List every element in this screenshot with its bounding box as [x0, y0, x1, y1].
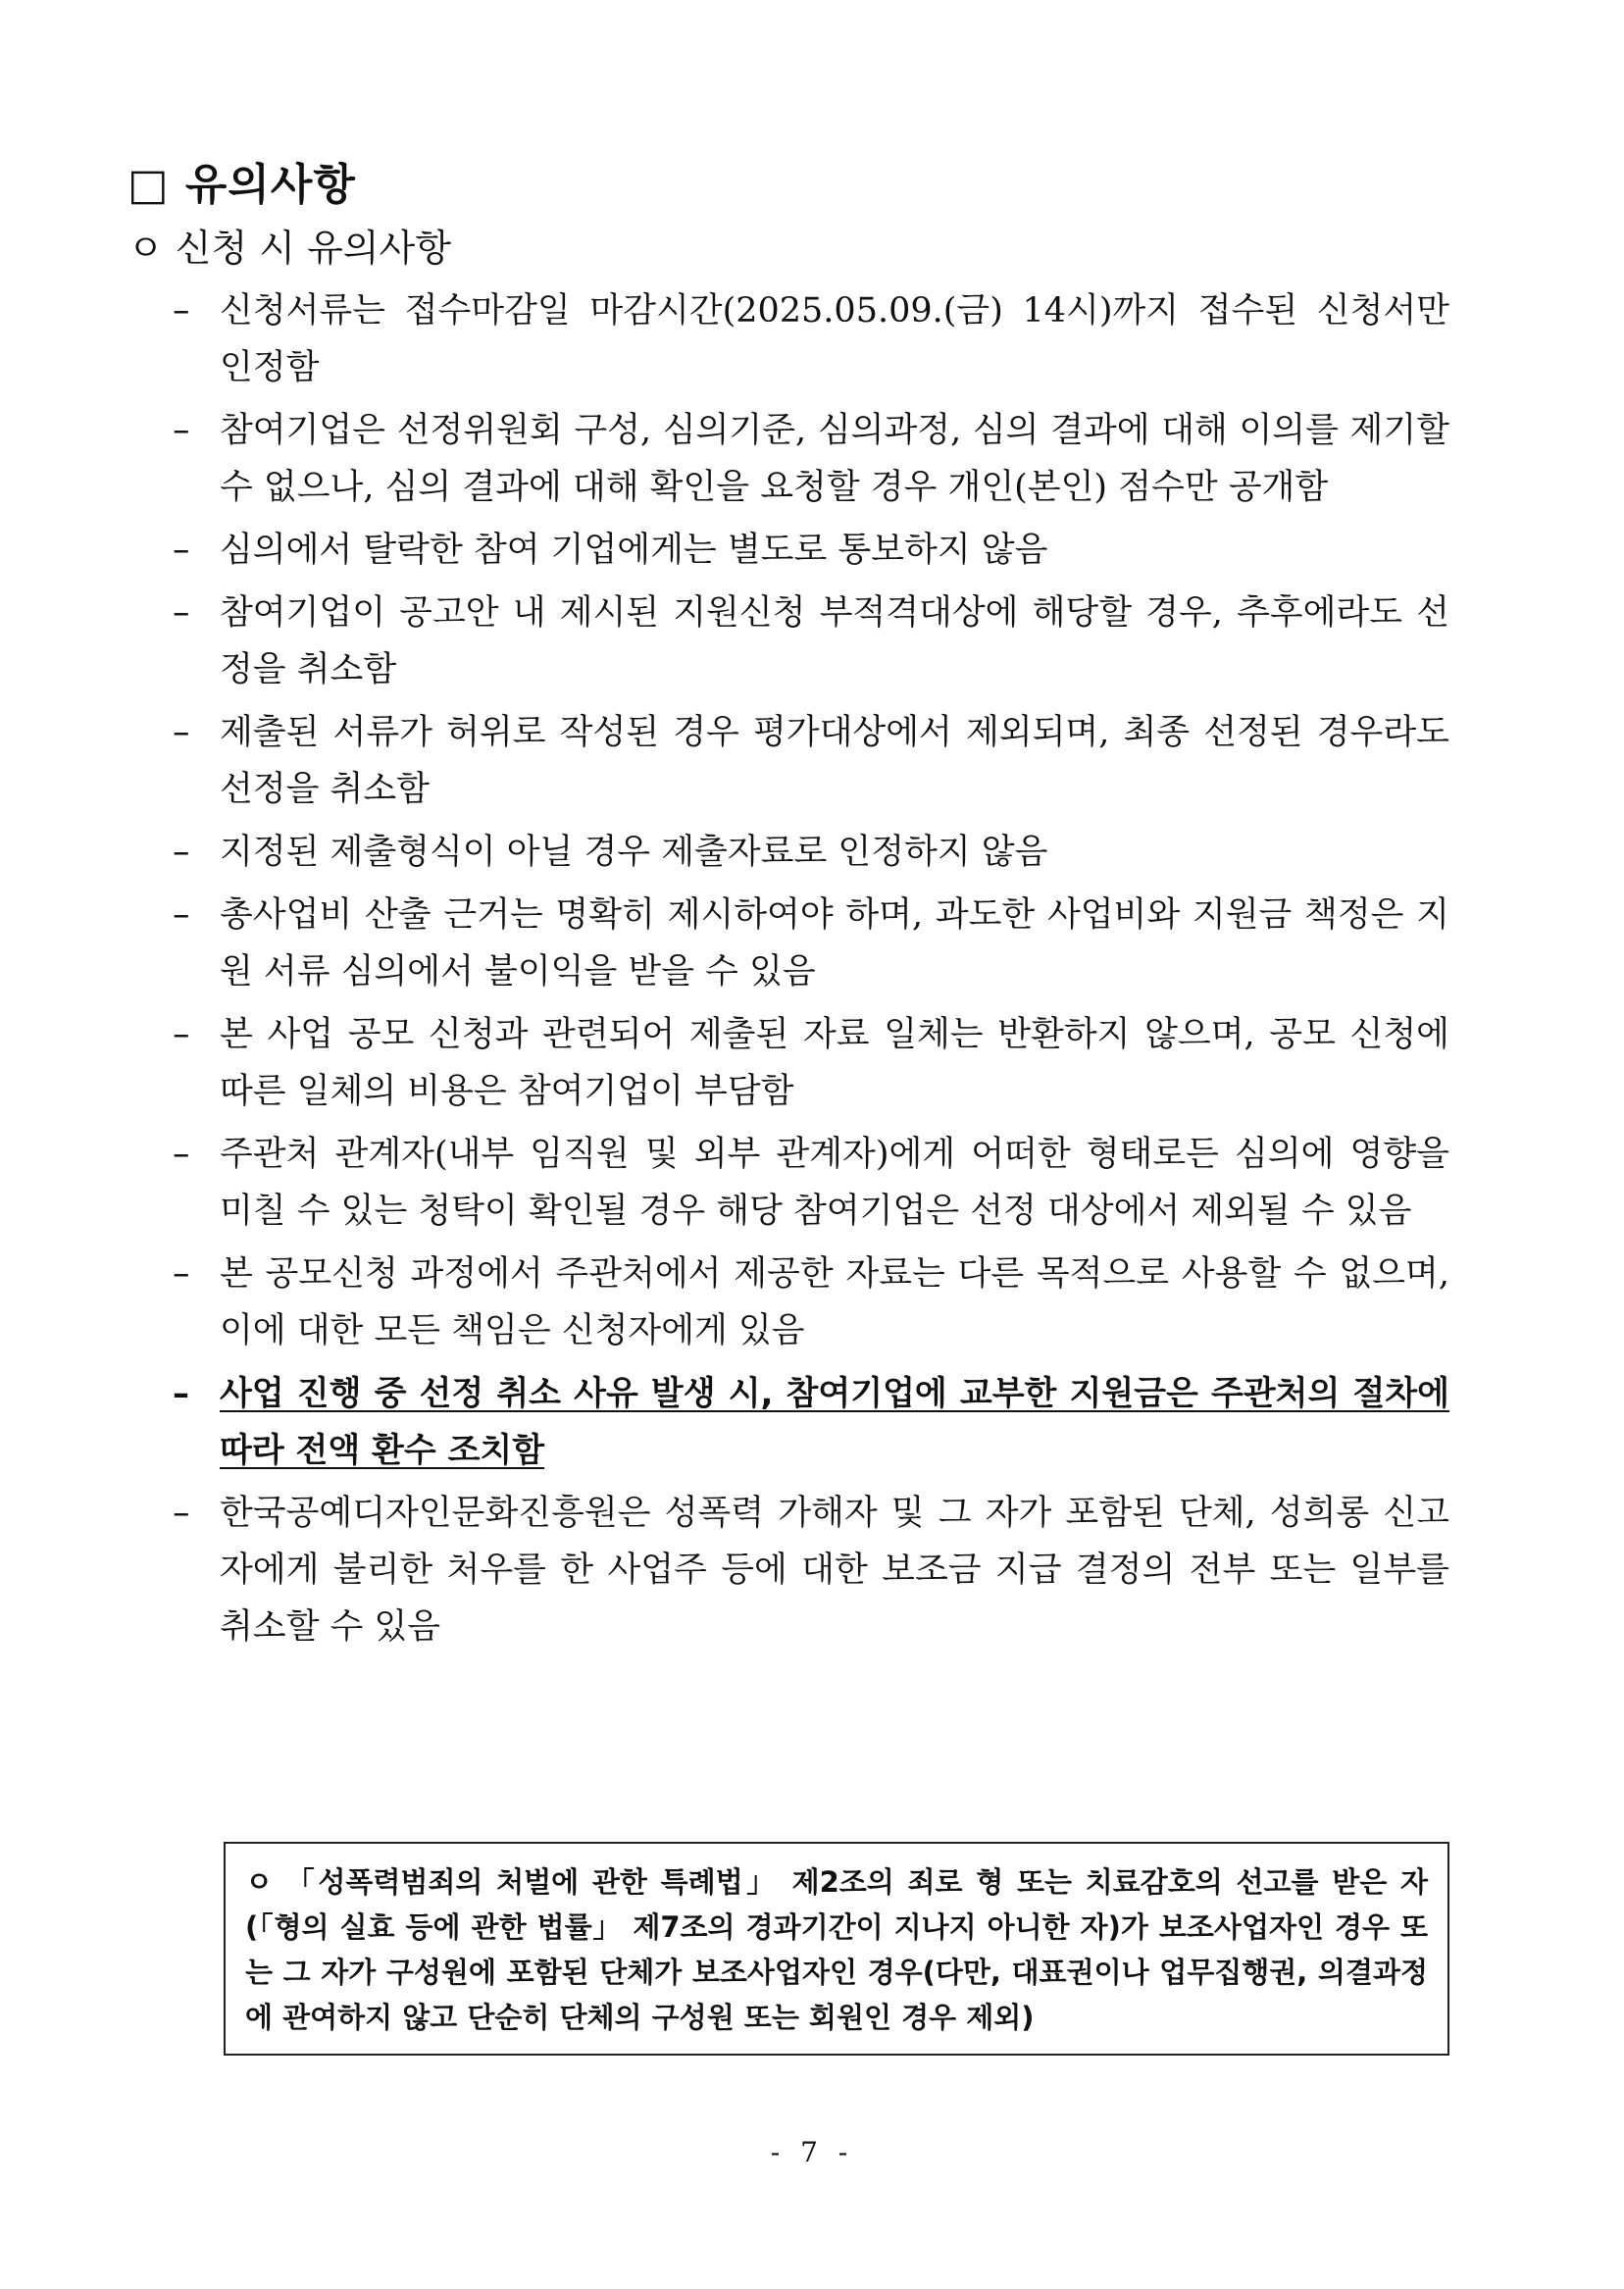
list-item-text: 한국공예디자인문화진흥원은 성폭력 가해자 및 그 자가 포함된 단체, 성희롱 신고자에게 불리한 처우를 한 사업주 등에 대한 보조금 지급 결정의 전부 또는 일부를 취소할 수 있음 — [220, 1494, 1449, 1647]
dash-bullet: – — [173, 1374, 189, 1413]
dash-bullet: – — [173, 531, 190, 570]
list-item-text: 제출된 서류가 허위로 작성된 경우 평가대상에서 제외되며, 최종 선정된 경우라도 선정을 취소함 — [220, 713, 1449, 809]
dash-bullet: – — [173, 833, 190, 872]
list-item — [173, 1006, 1449, 1120]
dash-bullet: – — [173, 593, 190, 633]
dash-bullet: – — [173, 411, 190, 450]
emphasized-item-text: 사업 진행 중 선정 취소 사유 발생 시, 참여기업에 교부한 지원금은 주관처의 절차에 따라 전액 환수 조치함 — [220, 1374, 1449, 1470]
notice-list — [173, 282, 1449, 1661]
dash-bullet: – — [173, 1494, 190, 1533]
list-item-text: 참여기업이 공고안 내 제시된 지원신청 부적격대상에 해당할 경우, 추후에라도 선정을 취소함 — [220, 593, 1449, 689]
emphasized-list-item — [173, 1365, 1449, 1479]
list-item-text: 심의에서 탈락한 참여 기업에게는 별도로 통보하지 않음 — [220, 531, 1048, 570]
list-item — [173, 402, 1449, 516]
list-item — [173, 1126, 1449, 1240]
legal-notice-box: ㅇ 「성폭력범죄의 처벌에 관한 특례법」 제2조의 죄로 형 또는 치료감호의 선고를 받은 자(「형의 실효 등에 관한 법률」 제7조의 경과기간이 지나지 아니한 자)가 보조사업자인 경우 또는 그 자가 구성원에 포함된 단체가 보조사업자인 경우(다만, 대표권이나 업무집행권, 의결과정에 관여하지 않고 단순히 단체의 구성원 또는 회원인 경우 제외) — [224, 1842, 1449, 2056]
list-item-text: 총사업비 산출 근거는 명확히 제시하여야 하며, 과도한 사업비와 지원금 책정은 지원 서류 심의에서 불이익을 받을 수 있음 — [220, 895, 1449, 992]
list-item — [173, 824, 1449, 881]
dash-bullet: – — [173, 895, 190, 935]
list-item-text: 참여기업은 선정위원회 구성, 심의기준, 심의과정, 심의 결과에 대해 이의를 제기할 수 없으나, 심의 결과에 대해 확인을 요청할 경우 개인(본인) 점수만 공개함 — [220, 411, 1449, 507]
list-item-text: 본 공모신청 과정에서 주관처에서 제공한 자료는 다른 목적으로 사용할 수 없으며, 이에 대한 모든 책임은 신청자에게 있음 — [220, 1254, 1449, 1350]
list-item — [173, 887, 1449, 1000]
list-item-text: 신청서류는 접수마감일 마감시간(2025.05.09.(금) 14시)까지 접수된 신청서만 인정함 — [220, 291, 1449, 387]
list-item — [173, 704, 1449, 818]
dash-bullet: – — [173, 1015, 190, 1054]
dash-bullet: – — [173, 291, 190, 331]
list-item — [173, 585, 1449, 698]
list-item-text: 본 사업 공모 신청과 관련되어 제출된 자료 일체는 반환하지 않으며, 공모 신청에 따른 일체의 비용은 참여기업이 부담함 — [220, 1015, 1449, 1111]
dash-bullet: – — [173, 713, 190, 752]
subheading: ㅇ 신청 시 유의사항 — [127, 227, 451, 270]
dash-bullet: – — [173, 1254, 190, 1294]
list-item-text: 주관처 관계자(내부 임직원 및 외부 관계자)에게 어떠한 형태로든 심의에 영향을 미칠 수 있는 청탁이 확인될 경우 해당 참여기업은 선정 대상에서 제외될 수 있음 — [220, 1135, 1449, 1231]
list-item — [173, 522, 1449, 579]
list-item — [173, 1246, 1449, 1359]
list-item — [173, 282, 1449, 396]
dash-bullet: – — [173, 1135, 190, 1174]
list-item — [173, 1485, 1449, 1655]
list-item-text: 지정된 제출형식이 아닐 경우 제출자료로 인정하지 않음 — [220, 833, 1048, 872]
page-number: - 7 - — [770, 2136, 854, 2168]
section-title: □ 유의사항 — [127, 160, 356, 210]
